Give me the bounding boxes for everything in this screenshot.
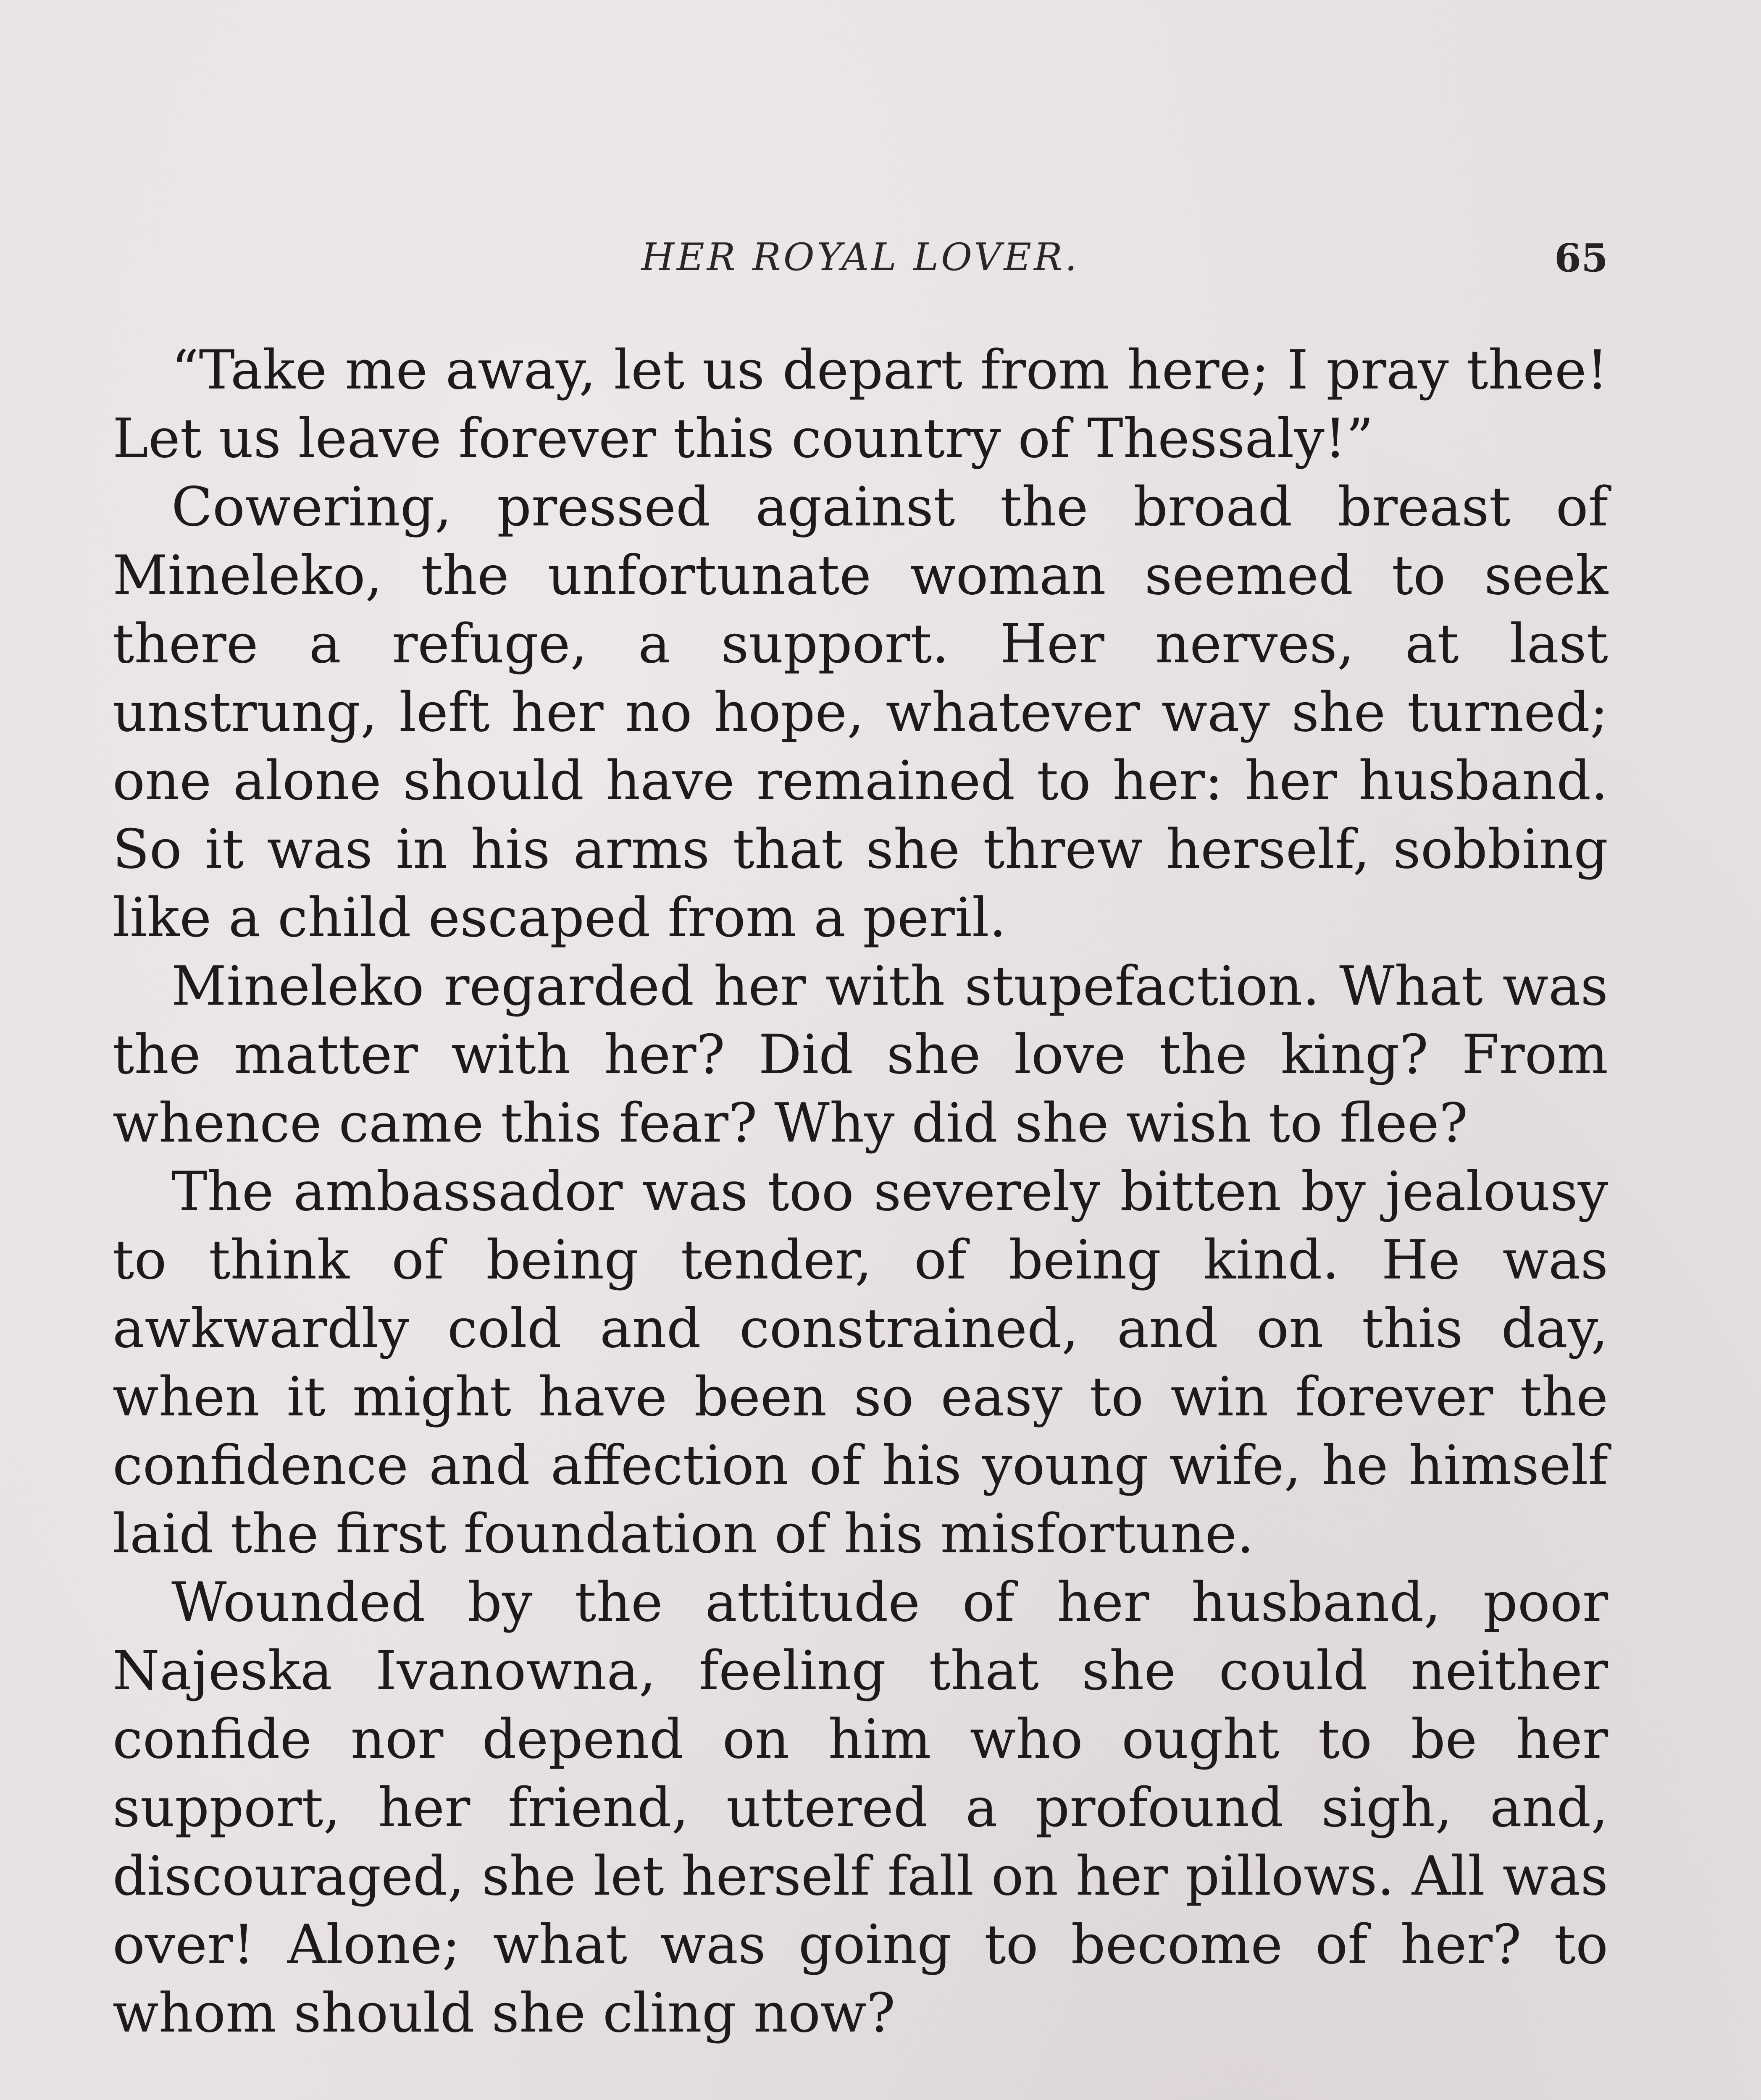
paragraph: Mineleko regarded her with stupefaction. What was the matter with her? Did she love the king? From whence came this fear? Why did she wish to flee?	[113, 955, 1608, 1155]
paragraph: The ambassador was too severely bitten by jealousy to think of being tender, of being kind. He was awkwardly cold and constrained, and on this day, when it might have been so easy to win forever the confidence and affection of his young wife, he himself laid the first foundation of his misfortune.	[113, 1160, 1608, 1565]
body-text	[113, 336, 1608, 2048]
paragraph: “Take me away, let us depart from here; I pray thee! Let us leave forever this country of Thessaly!”	[113, 339, 1608, 470]
paragraph: Cowering, pressed against the broad breast of Mineleko, the unfortunate woman seemed to seek there a refuge, a support. Her nerves, at last unstrung, left her no hope, whatever way she turned; one alone should have remained to her: her husband. So it was in his arms that she threw herself, sobbing like a child escaped from a peril.	[113, 476, 1608, 949]
page-number: 65	[1554, 235, 1608, 281]
running-head	[113, 235, 1608, 294]
running-title: HER ROYAL LOVER.	[641, 235, 1080, 279]
paragraph: Wounded by the attitude of her husband, poor Najeska Ivanowna, feeling that she could neither confide nor depend on him who ought to be her support, her friend, uttered a profound sigh, and, discouraged, she let herself fall on her pillows. All was over! Alone; what was going to become of her? to whom should she cling now?	[113, 1571, 1608, 2045]
